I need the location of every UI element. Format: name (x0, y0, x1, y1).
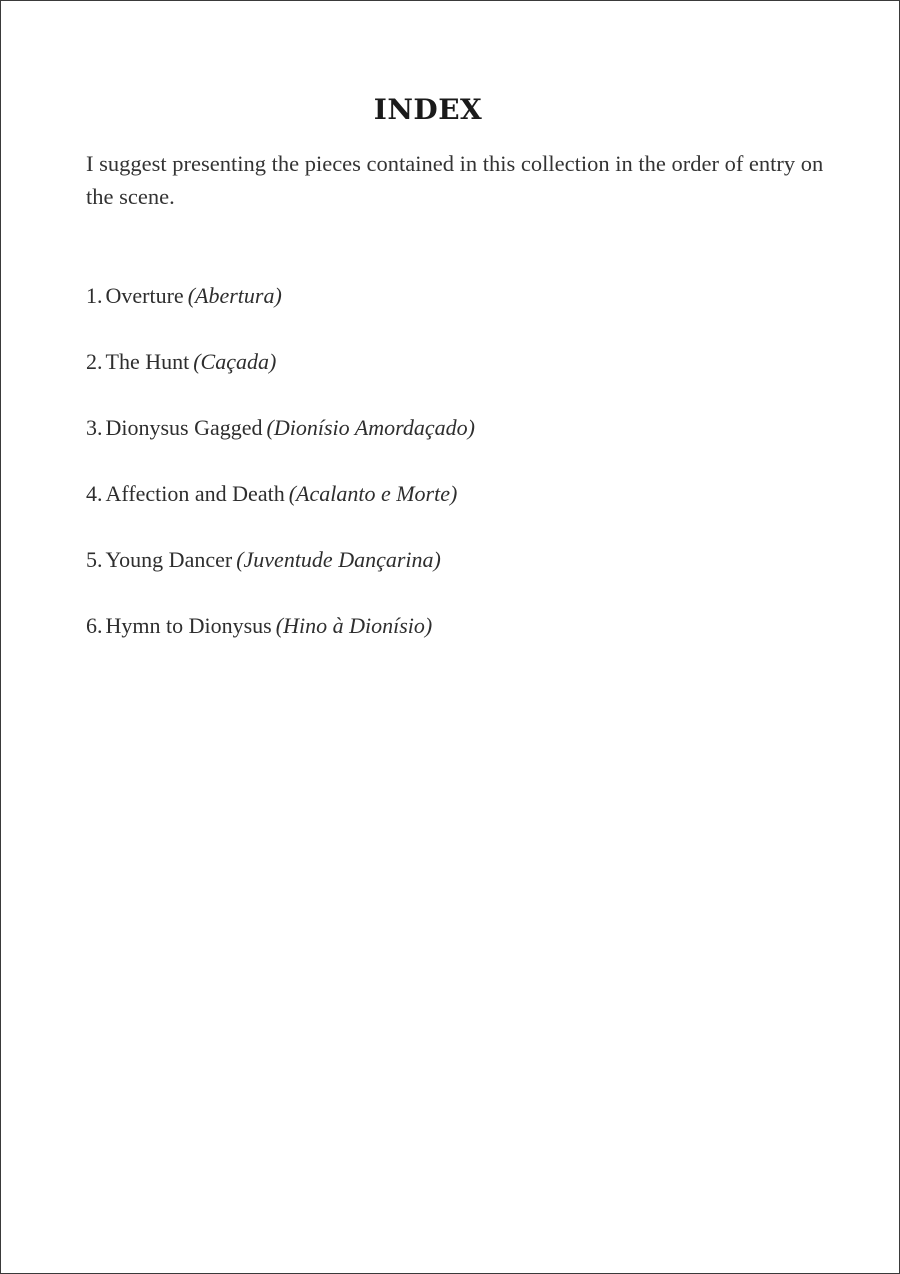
list-item (86, 545, 826, 611)
item-alt-title: (Juventude Dançarina) (236, 547, 441, 572)
item-alt-title: (Acalanto e Morte) (288, 481, 458, 506)
item-number: 6. (86, 613, 103, 638)
item-title: Affection and Death (105, 481, 285, 506)
item-title: Young Dancer (105, 547, 233, 572)
item-number: 5. (86, 547, 103, 572)
list-item (86, 281, 826, 347)
piece-list (86, 281, 826, 677)
page-title: INDEX (373, 93, 483, 126)
item-number: 1. (86, 283, 103, 308)
item-title: Overture (105, 283, 184, 308)
item-alt-title: (Dionísio Amordaçado) (266, 415, 475, 440)
item-alt-title: (Abertura) (187, 283, 282, 308)
item-number: 2. (86, 349, 103, 374)
item-alt-title: (Hino à Dionísio) (275, 613, 433, 638)
list-item (86, 479, 826, 545)
item-alt-title: (Caçada) (193, 349, 277, 374)
item-title: Dionysus Gagged (105, 415, 263, 440)
item-number: 4. (86, 481, 103, 506)
item-title: The Hunt (105, 349, 190, 374)
item-title: Hymn to Dionysus (105, 613, 272, 638)
list-item (86, 413, 826, 479)
item-number: 3. (86, 415, 103, 440)
list-item (86, 347, 826, 413)
intro-paragraph: I suggest presenting the pieces contained in this collection in the order of entry on the scene. (86, 151, 824, 209)
list-item (86, 611, 826, 677)
